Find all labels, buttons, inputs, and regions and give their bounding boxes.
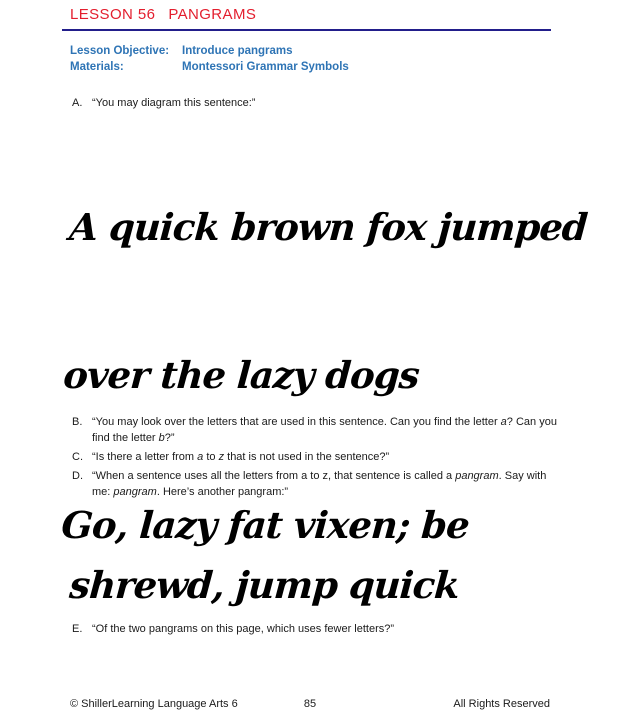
list-item-d	[72, 468, 562, 500]
item-letter: C.	[72, 451, 83, 463]
footer-copyright: © ShillerLearning Language Arts 6	[70, 698, 238, 710]
materials-value: Montessori Grammar Symbols	[182, 61, 349, 73]
lesson-number: LESSON 56	[70, 6, 156, 23]
objective-row	[70, 43, 349, 59]
pangram1-line1: A quick brown fox jumped	[68, 205, 589, 249]
objective-value: Introduce pangrams	[182, 45, 293, 57]
pangram2-line2: shrewd, jump quick	[68, 563, 461, 607]
list-item-b	[72, 414, 562, 446]
item-text: “When a sentence uses all the letters from a to z, that sentence is called a pangram. Say with me: pangram. Here’s another pangram:”	[92, 470, 547, 498]
list-item-c	[72, 449, 562, 465]
lesson-meta	[70, 43, 349, 75]
pangram1-line2: over the lazy dogs	[62, 353, 421, 397]
item-text: “You may diagram this sentence:”	[92, 97, 256, 109]
footer-rights: All Rights Reserved	[453, 698, 550, 710]
item-text: “Of the two pangrams on this page, which uses fewer letters?”	[92, 623, 395, 635]
item-letter: E.	[72, 623, 83, 635]
list-items-bcd	[72, 414, 562, 503]
materials-row	[70, 59, 349, 75]
materials-label: Materials:	[70, 61, 124, 73]
objective-label: Lesson Objective:	[70, 45, 170, 57]
page-title	[70, 6, 256, 23]
item-text: “You may look over the letters that are used in this sentence. Can you find the letter a? Can you find the letter b?”	[92, 416, 557, 444]
footer-page-number: 85	[303, 698, 317, 710]
item-text: “Is there a letter from a to z that is not used in the sentence?”	[92, 451, 390, 463]
header-divider	[62, 29, 551, 31]
item-letter: A.	[72, 97, 83, 109]
item-letter: D.	[72, 470, 83, 482]
lesson-title: PANGRAMS	[168, 6, 257, 23]
item-letter: B.	[72, 416, 83, 428]
pangram2-line1: Go, lazy fat vixen; be	[60, 503, 471, 547]
list-item-a	[72, 95, 562, 111]
page-footer	[70, 698, 550, 710]
list-item-e	[72, 621, 562, 637]
